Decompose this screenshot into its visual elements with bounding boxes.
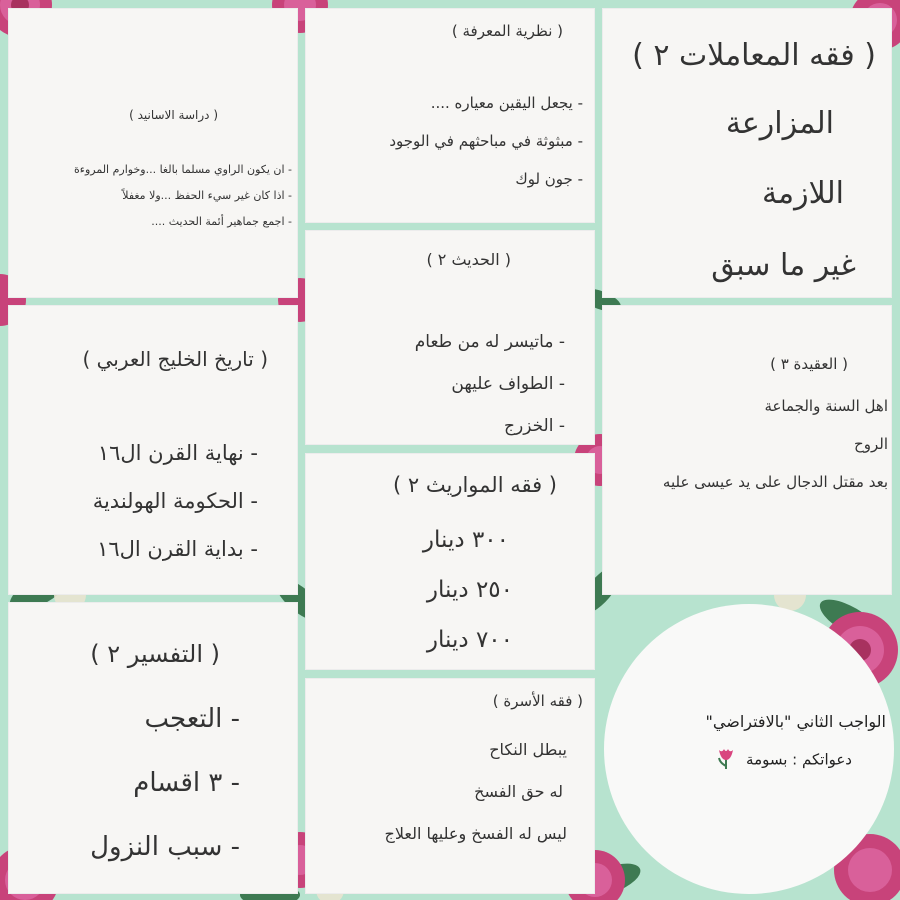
list-item: اللازمة — [761, 176, 844, 211]
card-epistemology — [305, 8, 595, 223]
note-circle — [604, 604, 894, 894]
card-creed — [602, 305, 892, 595]
card-family-fiqh — [305, 678, 595, 894]
list-item: ٣٠٠ دينار — [422, 527, 509, 553]
card-title: ( التفسير ٢ ) — [90, 640, 220, 668]
list-item: ليس له الفسخ وعليها العلاج — [384, 824, 567, 843]
list-item: المزارعة — [725, 106, 834, 141]
card-title: ( تاريخ الخليج العربي ) — [82, 347, 268, 371]
list-item: - التعجب — [144, 704, 240, 734]
card-tafseer — [8, 602, 298, 894]
list-item: - نهاية القرن ال١٦ — [97, 441, 258, 465]
list-item: ٢٥٠ دينار — [426, 577, 513, 603]
note-line-1: الواجب الثاني "بالافتراضي" — [705, 712, 886, 731]
list-item: - سبب النزول — [90, 832, 240, 862]
card-title: ( فقه المواريث ٢ ) — [393, 473, 557, 497]
list-item: الروح — [854, 435, 888, 453]
list-item: - مبثوثة في مباحثهم في الوجود — [389, 132, 583, 150]
list-item: - الحكومة الهولندية — [92, 489, 258, 513]
card-hadith — [305, 230, 595, 445]
list-item: اهل السنة والجماعة — [764, 397, 888, 415]
card-title: ( فقه المعاملات ٢ ) — [632, 38, 876, 73]
list-item: - ٣ اقسام — [133, 768, 240, 798]
card-title: ( نظرية المعرفة ) — [451, 22, 563, 40]
list-item: - الخزرج — [504, 416, 565, 436]
list-item: ٧٠٠ دينار — [426, 627, 513, 653]
list-item: له حق الفسخ — [474, 782, 563, 801]
tulip-icon — [715, 746, 737, 774]
note-line-2 — [715, 746, 852, 774]
card-inheritance-fiqh — [305, 453, 595, 670]
card-title: ( دراسة الاسانيد ) — [129, 108, 218, 122]
note-signature: دعواتكم : بسومة — [746, 750, 852, 769]
list-item: - بداية القرن ال١٦ — [97, 537, 258, 561]
list-item: - يجعل اليقين معياره .... — [430, 94, 583, 112]
list-item: - جون لوك — [515, 170, 583, 188]
card-isnad-study — [8, 8, 298, 298]
card-title: ( العقيدة ٣ ) — [770, 355, 848, 373]
list-item: - اذا كان غير سيء الحفظ ...ولا مغفلاً — [122, 189, 292, 202]
card-title: ( فقه الأسرة ) — [492, 692, 583, 710]
list-item: يبطل النكاح — [489, 740, 567, 759]
card-transactions-fiqh — [602, 8, 892, 298]
card-title: ( الحديث ٢ ) — [426, 250, 511, 269]
list-item: - ماتيسر له من طعام — [414, 332, 565, 352]
list-item: بعد مقتل الدجال على يد عيسى عليه — [662, 473, 888, 491]
list-item: غير ما سبق — [711, 248, 856, 283]
list-item: - ان يكون الراوي مسلما بالغا ...وخوارم المروءة — [74, 163, 292, 176]
list-item: - الطواف عليهن — [451, 374, 565, 394]
card-gulf-history — [8, 305, 298, 595]
list-item: - اجمع جماهير أئمة الحديث .... — [151, 215, 292, 228]
